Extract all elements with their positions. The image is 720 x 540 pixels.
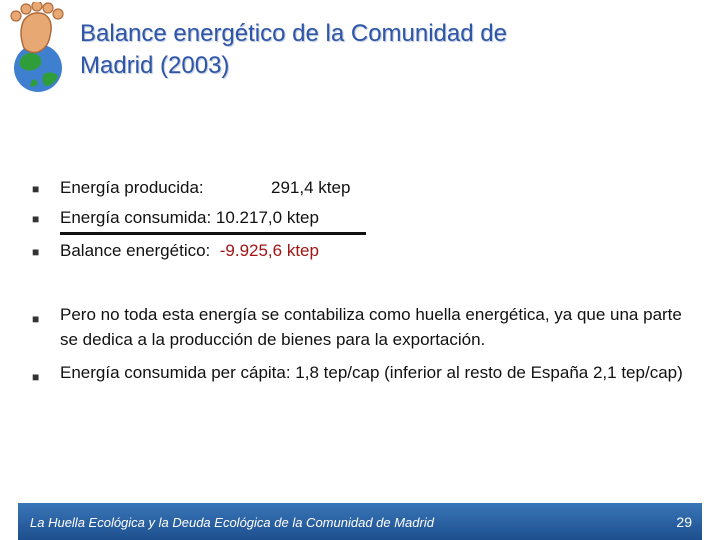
bullet-square-icon: ■ <box>32 245 40 259</box>
bullet-square-icon: ■ <box>32 370 40 384</box>
bullet-value-negative: -9.925,6 ktep <box>219 241 319 260</box>
logo <box>4 2 72 94</box>
paragraph-per-capita <box>32 360 702 385</box>
page-number: 29 <box>676 514 692 530</box>
paragraph-text: Pero no toda esta energía se contabiliza como huella energética, ya que una parte se dedica a la producción de bienes para la exportación. <box>60 305 682 349</box>
bullet-label: Energía producida: <box>60 178 204 197</box>
slide-title <box>80 18 680 82</box>
bullet-square-icon: ■ <box>32 212 40 226</box>
bullet-text <box>60 241 319 261</box>
paragraph-exports <box>32 302 702 352</box>
paragraph-text: Energía consumida per cápita: 1,8 tep/cap (inferior al resto de España 2,1 tep/cap) <box>60 363 683 382</box>
slide-title-line-1: Balance energético de la Comunidad de <box>80 20 507 47</box>
sum-divider-line <box>60 232 366 235</box>
slide-title-line-2: Madrid (2003) <box>80 52 230 79</box>
footer-title: La Huella Ecológica y la Deuda Ecológica de la Comunidad de Madrid <box>30 515 434 530</box>
bullet-label: Energía consumida: 10.217,0 ktep <box>60 208 319 227</box>
footer-bar <box>18 503 702 540</box>
earth-with-foot-icon <box>4 2 72 94</box>
bullet-square-icon: ■ <box>32 182 40 196</box>
bullet-square-icon: ■ <box>32 312 40 326</box>
bullet-value: 291,4 ktep <box>271 178 351 197</box>
bullet-label: Balance energético: <box>60 241 211 260</box>
